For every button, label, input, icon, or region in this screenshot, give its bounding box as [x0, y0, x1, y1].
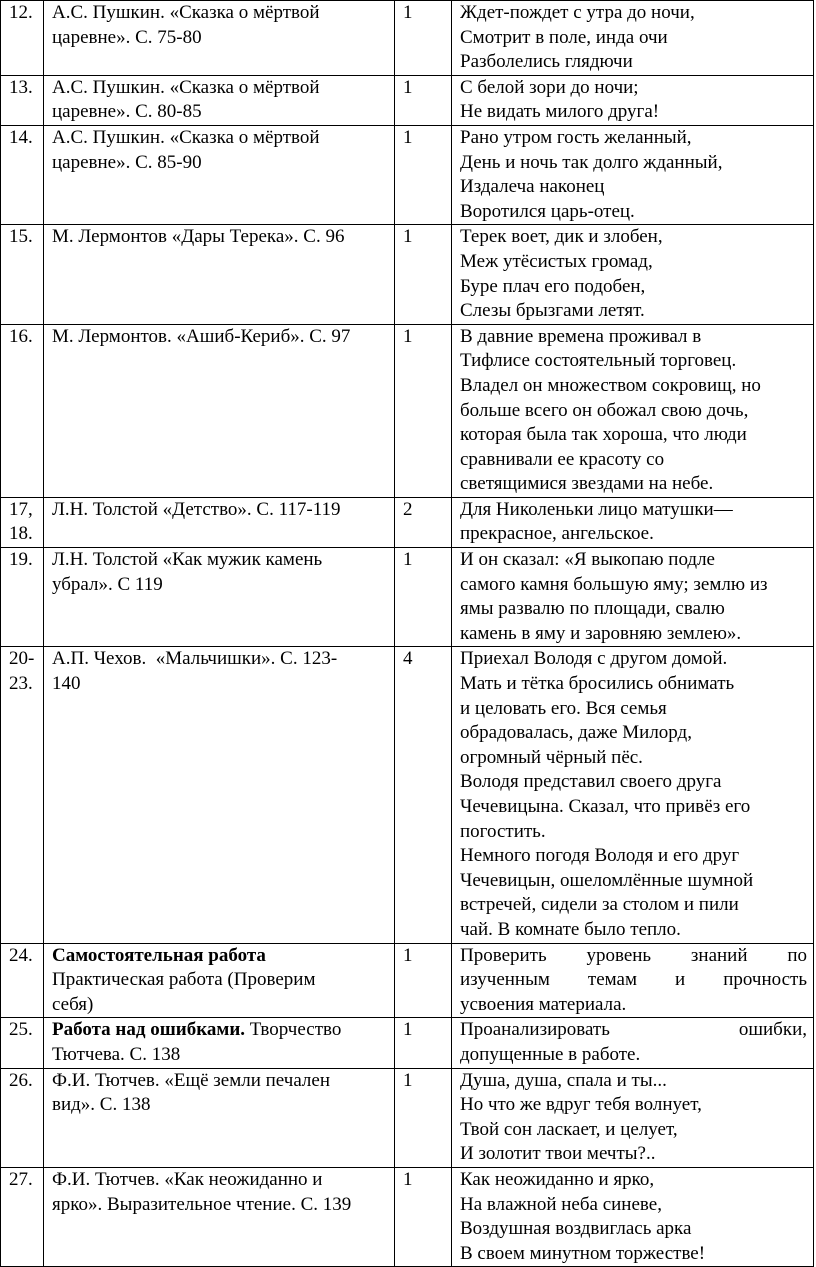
- topic-line: себя): [52, 993, 94, 1015]
- table-row: [1, 497, 814, 547]
- lesson-hours: 1: [403, 944, 413, 966]
- lesson-number-cell: [1, 647, 44, 943]
- excerpt-line: Воротился царь-отец.: [460, 200, 635, 222]
- excerpt-line: Терек воет, дик и злобен,: [460, 226, 663, 248]
- excerpt-line: С белой зори до ночи;: [460, 76, 639, 98]
- lesson-number: 12.: [9, 2, 33, 23]
- excerpt-line: светящимися звездами на небе.: [460, 473, 714, 495]
- lesson-number-cell: [1, 324, 44, 497]
- lesson-number-cell: [1, 1, 44, 76]
- lesson-hours-cell: [395, 647, 452, 943]
- lesson-hours-cell: [395, 1167, 452, 1266]
- text-excerpt-cell: [452, 1167, 814, 1266]
- topic-bold-heading: Работа над ошибками.: [52, 1019, 246, 1041]
- excerpt-line: Тифлисе состоятельный торговец.: [460, 350, 737, 372]
- topic-line: А.С. Пушкин. «Сказка о мёртвой: [52, 2, 320, 23]
- lesson-number-cell: [1, 75, 44, 125]
- lesson-number-cell: [1, 1068, 44, 1167]
- excerpt-line: Чечевицына. Сказал, что привёз его: [460, 796, 751, 817]
- topic-line: Л.Н. Толстой «Детство». С. 117-119: [52, 498, 341, 520]
- excerpt-line: Меж утёсистых громад,: [460, 250, 653, 272]
- topic-line: царевне». С. 80-85: [52, 101, 202, 123]
- table-row: [1, 943, 814, 1018]
- topic-line: царевне». С. 85-90: [52, 151, 202, 173]
- lesson-hours: 1: [403, 76, 413, 98]
- lesson-topic-cell: [44, 225, 395, 324]
- excerpt-line: Для Николеньки лицо матушки—: [460, 498, 733, 520]
- excerpt-line: ямы развалю по площади, свалю: [460, 598, 725, 620]
- table-row: [1, 647, 814, 943]
- lesson-hours-cell: [395, 1, 452, 76]
- lesson-topic-cell: [44, 548, 395, 647]
- excerpt-line: Владел он множеством сокровищ, но: [460, 374, 761, 396]
- excerpt-line: Немного погодя Володя и его друг: [460, 845, 740, 867]
- text-excerpt-cell: [452, 548, 814, 647]
- lesson-plan-body: [1, 1, 814, 1267]
- topic-line: Ф.И. Тютчев. «Как неожиданно и: [52, 1168, 323, 1190]
- text-excerpt-cell: [452, 324, 814, 497]
- lesson-number-cell: [1, 943, 44, 1018]
- excerpt-line: Как неожиданно и ярко,: [460, 1168, 655, 1190]
- lesson-hours-cell: [395, 1068, 452, 1167]
- excerpt-line: встречей, сидели за столом и пили: [460, 894, 739, 916]
- topic-line-tail: Творчество: [245, 1019, 342, 1041]
- lesson-topic-cell: [44, 497, 395, 547]
- excerpt-line: И он сказал: «Я выкопаю подле: [460, 549, 715, 571]
- excerpt-line: Слезы брызгами летят.: [460, 300, 645, 322]
- excerpt-line: Приехал Володя с другом домой.: [460, 648, 728, 670]
- topic-line: А.П. Чехов. «Мальчишки». С. 123-: [52, 648, 338, 670]
- lesson-topic-cell: [44, 943, 395, 1018]
- excerpt-line: допущенные в работе.: [460, 1043, 641, 1065]
- lesson-topic-cell: [44, 75, 395, 125]
- table-row: [1, 1068, 814, 1167]
- excerpt-line: Проанализировать ошибки,: [460, 1019, 807, 1041]
- excerpt-line: самого камня большую яму; землю из: [460, 573, 768, 595]
- lesson-topic-cell: [44, 1068, 395, 1167]
- excerpt-line: Душа, душа, спала и ты...: [460, 1069, 667, 1091]
- lesson-topic-cell: [44, 324, 395, 497]
- topic-line: Л.Н. Толстой «Как мужик камень: [52, 549, 323, 571]
- lesson-number-cell: [1, 497, 44, 547]
- lesson-number: 15.: [9, 226, 33, 248]
- table-row: [1, 324, 814, 497]
- excerpt-line: И золотит твои мечты?..: [460, 1143, 656, 1165]
- text-excerpt-cell: [452, 497, 814, 547]
- excerpt-line: Проверить уровень знаний по: [460, 944, 807, 966]
- lesson-hours-cell: [395, 943, 452, 1018]
- table-row: [1, 1167, 814, 1266]
- excerpt-line: Буре плач его подобен,: [460, 275, 646, 297]
- topic-line: [52, 944, 388, 969]
- lesson-number: 13.: [9, 76, 33, 98]
- lesson-hours-cell: [395, 225, 452, 324]
- excerpt-line: В давние времена проживал в: [460, 325, 702, 347]
- topic-line: Тютчева. С. 138: [52, 1043, 181, 1065]
- excerpt-line: Но что же вдруг тебя волнует,: [460, 1094, 702, 1116]
- lesson-topic-cell: [44, 1018, 395, 1068]
- excerpt-line: День и ночь так долго жданный,: [460, 151, 723, 173]
- excerpt-line: прекрасное, ангельское.: [460, 523, 654, 545]
- excerpt-line: В своем минутном торжестве!: [460, 1242, 706, 1264]
- text-excerpt-cell: [452, 75, 814, 125]
- lesson-hours-cell: [395, 324, 452, 497]
- text-excerpt-cell: [452, 225, 814, 324]
- lesson-hours: 1: [403, 1168, 413, 1190]
- excerpt-line: Мать и тётка бросились обнимать: [460, 673, 735, 695]
- lesson-hours-cell: [395, 1018, 452, 1068]
- lesson-topic-cell: [44, 125, 395, 224]
- lesson-number: 20-: [9, 648, 35, 670]
- topic-line: вид». С. 138: [52, 1094, 151, 1116]
- lesson-hours-cell: [395, 548, 452, 647]
- excerpt-line: Разболелись глядючи: [460, 51, 633, 73]
- topic-line: А.С. Пушкин. «Сказка о мёртвой: [52, 126, 320, 148]
- lesson-number-cell: [1, 1167, 44, 1266]
- lesson-hours: 1: [403, 1069, 413, 1091]
- text-excerpt-cell: [452, 647, 814, 943]
- lesson-hours: 4: [403, 648, 413, 670]
- lesson-hours-cell: [395, 75, 452, 125]
- excerpt-line: Рано утром гость желанный,: [460, 126, 692, 148]
- lesson-topic-cell: [44, 1, 395, 76]
- topic-line: М. Лермонтов «Дары Терека». С. 96: [52, 226, 345, 248]
- excerpt-line: Воздушная воздвиглась арка: [460, 1218, 692, 1240]
- excerpt-line: погостить.: [460, 820, 546, 842]
- text-excerpt-cell: [452, 125, 814, 224]
- lesson-hours-cell: [395, 497, 452, 547]
- lesson-number-cell: [1, 1018, 44, 1068]
- topic-line: убрал». С 119: [52, 573, 163, 595]
- lesson-number: 27.: [9, 1168, 33, 1190]
- topic-line: [52, 1018, 388, 1043]
- lesson-hours: 1: [403, 549, 413, 571]
- excerpt-line: изученным темам и прочность: [460, 969, 807, 991]
- excerpt-line: и целовать его. Вся семья: [460, 697, 667, 719]
- lesson-number: 23.: [9, 673, 33, 695]
- topic-bold-heading: Самостоятельная работа: [52, 944, 266, 966]
- excerpt-line: камень в яму и заровняю землею».: [460, 622, 742, 644]
- lesson-hours: 2: [403, 498, 413, 520]
- topic-line: Ф.И. Тютчев. «Ещё земли печален: [52, 1069, 330, 1091]
- excerpt-line: Чечевицын, ошеломлённые шумной: [460, 869, 754, 891]
- excerpt-line: Ждет-пождет с утра до ночи,: [460, 2, 695, 23]
- lesson-number: 17,: [9, 498, 33, 520]
- topic-line: Практическая работа (Проверим: [52, 969, 316, 991]
- table-row: [1, 225, 814, 324]
- lesson-number: 19.: [9, 549, 33, 571]
- excerpt-line: Не видать милого друга!: [460, 101, 660, 123]
- lesson-hours: 1: [403, 1019, 413, 1041]
- lesson-number-cell: [1, 548, 44, 647]
- text-excerpt-cell: [452, 943, 814, 1018]
- excerpt-line: Володя представил своего друга: [460, 771, 722, 793]
- lesson-number-cell: [1, 125, 44, 224]
- excerpt-line: сравнивали ее красоту со: [460, 448, 665, 470]
- lesson-hours: 1: [403, 226, 413, 248]
- lesson-number: 16.: [9, 325, 33, 347]
- excerpt-line: обрадовалась, даже Милорд,: [460, 722, 692, 744]
- lesson-number: 18.: [9, 523, 33, 545]
- excerpt-line: огромный чёрный пёс.: [460, 746, 643, 768]
- table-row: [1, 1018, 814, 1068]
- lesson-topic-cell: [44, 647, 395, 943]
- excerpt-line: чай. В комнате было тепло.: [460, 918, 681, 940]
- text-excerpt-cell: [452, 1, 814, 76]
- topic-line: ярко». Выразительное чтение. С. 139: [52, 1193, 352, 1215]
- text-excerpt-cell: [452, 1018, 814, 1068]
- text-excerpt-cell: [452, 1068, 814, 1167]
- topic-line: 140: [52, 673, 81, 695]
- lesson-number: 14.: [9, 126, 33, 148]
- excerpt-line: Смотрит в поле, инда очи: [460, 26, 668, 48]
- table-row: [1, 1, 814, 76]
- lesson-number: 26.: [9, 1069, 33, 1091]
- lesson-hours: 1: [403, 2, 413, 23]
- excerpt-line: которая была так хороша, что люди: [460, 424, 747, 446]
- table-row: [1, 125, 814, 224]
- excerpt-line: больше всего он обожал свою дочь,: [460, 399, 749, 421]
- table-row: [1, 75, 814, 125]
- lesson-number: 25.: [9, 1019, 33, 1041]
- lesson-topic-cell: [44, 1167, 395, 1266]
- excerpt-line: Твой сон ласкает, и целует,: [460, 1118, 678, 1140]
- excerpt-line: На влажной неба синеве,: [460, 1193, 662, 1215]
- topic-line: А.С. Пушкин. «Сказка о мёртвой: [52, 76, 320, 98]
- lesson-hours: 1: [403, 126, 413, 148]
- lesson-hours-cell: [395, 125, 452, 224]
- topic-line: М. Лермонтов. «Ашиб-Кериб». С. 97: [52, 325, 351, 347]
- excerpt-line: усвоения материала.: [460, 993, 627, 1015]
- table-row: [1, 548, 814, 647]
- lesson-number-cell: [1, 225, 44, 324]
- lesson-hours: 1: [403, 325, 413, 347]
- lesson-number: 24.: [9, 944, 33, 966]
- topic-line: царевне». С. 75-80: [52, 26, 202, 48]
- excerpt-line: Издалеча наконец: [460, 176, 605, 198]
